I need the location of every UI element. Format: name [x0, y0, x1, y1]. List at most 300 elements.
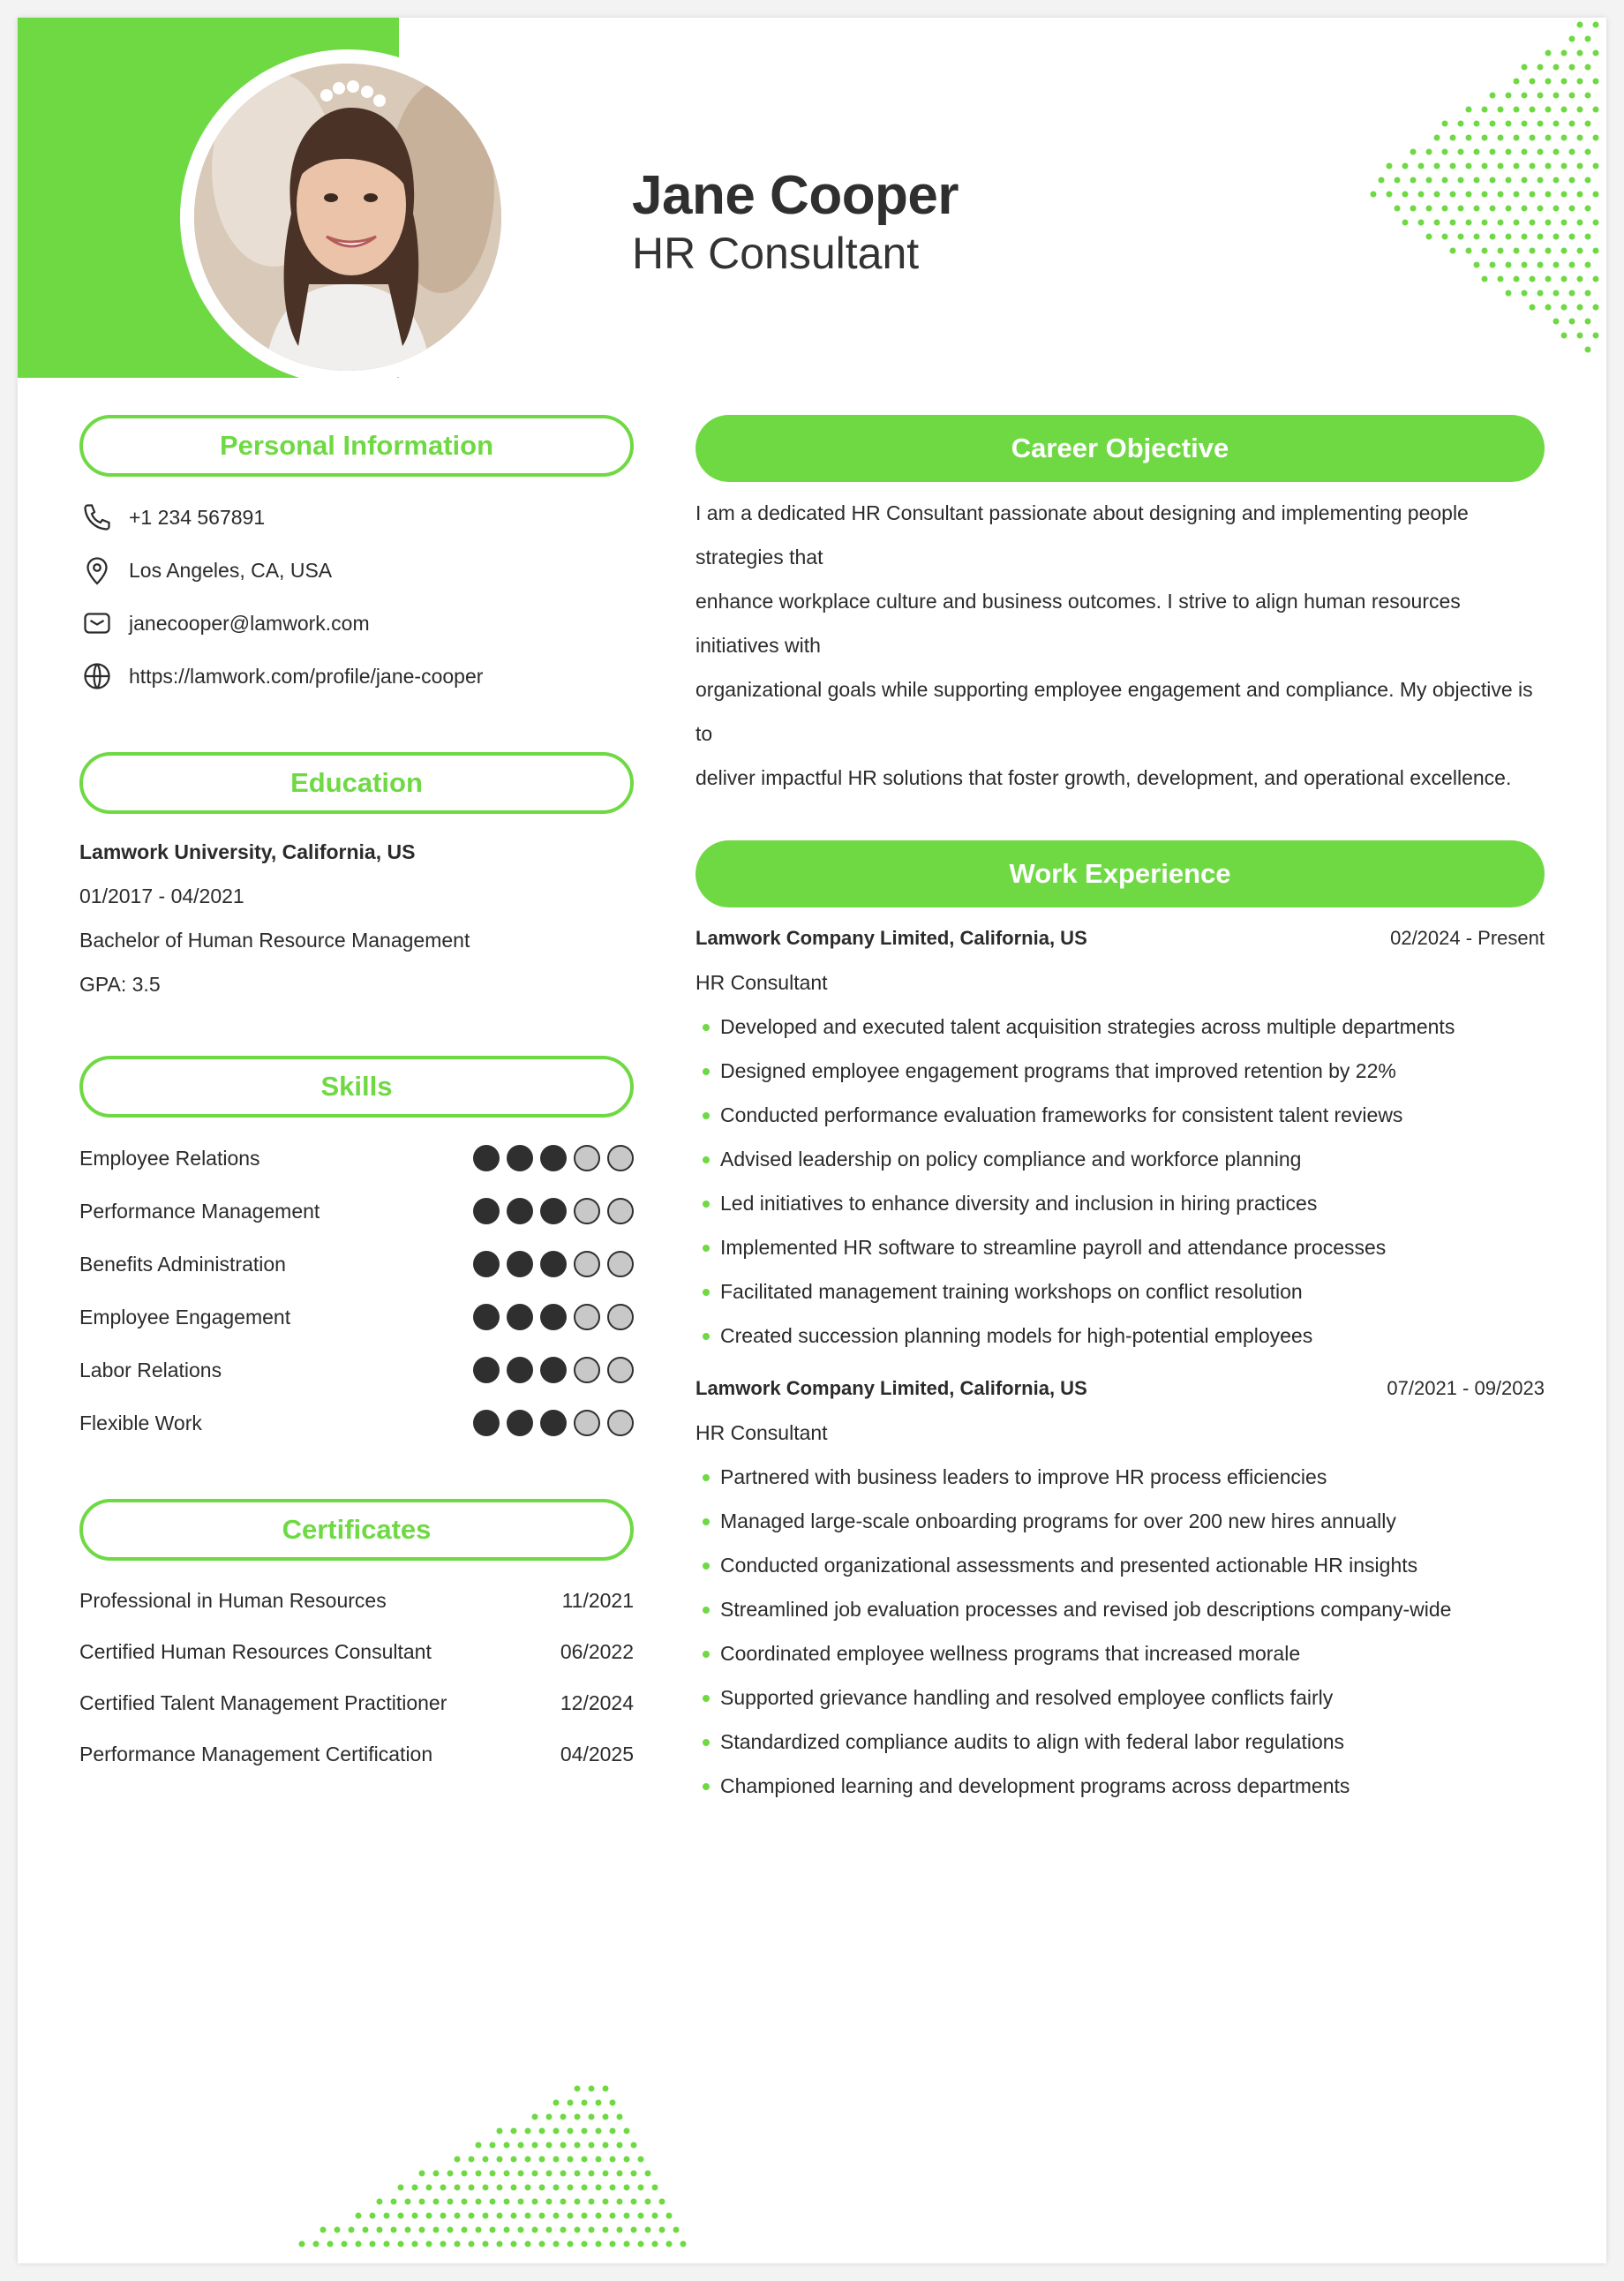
decor-dot: [342, 2241, 348, 2247]
decor-dot: [1577, 163, 1583, 169]
contact-email: [79, 597, 634, 650]
decor-dot: [398, 2241, 404, 2247]
decor-dot: [596, 2185, 602, 2191]
decor-dot: [384, 2213, 390, 2219]
decor-dot: [455, 2185, 461, 2191]
decor-dot: [1545, 192, 1552, 198]
job-header: [695, 916, 1545, 960]
skill-rating: [473, 1198, 634, 1224]
portrait-image: [194, 64, 501, 371]
certificate-name: Certified Talent Management Practitioner: [79, 1690, 447, 1714]
rating-dot-filled: [540, 1198, 567, 1224]
decor-dot: [469, 2185, 475, 2191]
decor-dot: [539, 2185, 545, 2191]
decor-dot: [1522, 262, 1528, 268]
decor-dot: [335, 2227, 341, 2233]
decor-dot: [624, 2185, 630, 2191]
decor-dot: [1545, 79, 1552, 85]
decor-dot: [1474, 121, 1480, 127]
decor-dot: [490, 2142, 496, 2149]
decor-dot: [1522, 234, 1528, 240]
job-role: HR Consultant: [695, 1421, 828, 1444]
decor-dot: [596, 2213, 602, 2219]
decor-dot: [1395, 206, 1401, 212]
job-bullet: Advised leadership on policy compliance and workforce planning: [695, 1137, 1545, 1181]
decor-dot: [560, 2227, 567, 2233]
decor-dot: [1569, 234, 1575, 240]
decor-dot: [1585, 319, 1591, 325]
decor-dot: [419, 2171, 425, 2177]
work-experience-list: [695, 916, 1545, 1808]
decor-dot: [666, 2241, 673, 2247]
rating-dot-empty: [607, 1198, 634, 1224]
decor-dot: [1514, 248, 1520, 254]
decor-dot: [398, 2213, 404, 2219]
decor-dot: [476, 2142, 482, 2149]
decor-dot: [1530, 107, 1536, 113]
decor-dot: [1530, 192, 1536, 198]
decor-dot: [1585, 121, 1591, 127]
decor-dot: [1569, 64, 1575, 71]
decor-dot: [1498, 135, 1504, 141]
decor-dot: [504, 2199, 510, 2205]
rating-dot-filled: [473, 1410, 500, 1436]
decor-dot: [476, 2199, 482, 2205]
decor-dot: [1561, 107, 1568, 113]
decor-dot: [525, 2185, 531, 2191]
decor-dot: [539, 2157, 545, 2163]
decor-dot: [1585, 262, 1591, 268]
decor-dot: [610, 2241, 616, 2247]
decor-dot: [1466, 107, 1472, 113]
location-text: Los Angeles, CA, USA: [129, 558, 333, 582]
decor-dot: [610, 2128, 616, 2134]
decor-dot: [356, 2241, 362, 2247]
rating-dot-filled: [540, 1357, 567, 1383]
decor-dot: [1482, 107, 1488, 113]
education-heading: Education: [79, 752, 634, 814]
decor-dots-bottom: [265, 2066, 724, 2263]
decor-dot: [603, 2086, 609, 2092]
decor-dot: [603, 2199, 609, 2205]
right-column: [695, 415, 1545, 1808]
job-bullet: Facilitated management training workshops on conflict resolution: [695, 1269, 1545, 1314]
job-bullet: Designed employee engagement programs that improved retention by 22%: [695, 1049, 1545, 1093]
decor-dot: [1410, 149, 1417, 155]
decor-dot: [1545, 276, 1552, 282]
skill-row: [79, 1344, 634, 1396]
contact-list: [79, 491, 634, 703]
decor-dot: [560, 2142, 567, 2149]
skill-name: Performance Management: [79, 1199, 320, 1223]
decor-dot: [553, 2185, 560, 2191]
decor-dot: [1442, 234, 1448, 240]
decor-dot: [1569, 290, 1575, 297]
job-bullet: Coordinated employee wellness programs that increased morale: [695, 1631, 1545, 1675]
decor-dot: [356, 2213, 362, 2219]
decor-dot: [645, 2171, 651, 2177]
decor-dot: [1538, 234, 1544, 240]
decor-dot: [560, 2199, 567, 2205]
decor-dot: [1474, 177, 1480, 184]
rating-dot-filled: [507, 1198, 533, 1224]
decor-dot: [440, 2185, 447, 2191]
rating-dot-filled: [507, 1410, 533, 1436]
decor-dot: [518, 2142, 524, 2149]
decor-dot: [1577, 22, 1583, 28]
decor-dot: [1522, 121, 1528, 127]
decor-dot: [1577, 220, 1583, 226]
decor-dot: [1387, 163, 1393, 169]
decor-dot: [1577, 135, 1583, 141]
decor-dot: [497, 2128, 503, 2134]
decor-dot: [603, 2142, 609, 2149]
decor-dot: [1442, 149, 1448, 155]
decor-dot: [659, 2199, 665, 2205]
decor-dot: [433, 2171, 440, 2177]
certificate-name: Certified Human Resources Consultant: [79, 1639, 432, 1663]
decor-dot: [1593, 79, 1599, 85]
decor-dot: [546, 2227, 553, 2233]
decor-dot: [1466, 192, 1472, 198]
education-degree: Bachelor of Human Resource Management: [79, 929, 470, 952]
decor-dot: [568, 2157, 574, 2163]
decor-dot: [1569, 36, 1575, 42]
decor-dot: [440, 2241, 447, 2247]
job-dates: 02/2024 - Present: [1390, 927, 1545, 949]
decor-dot: [518, 2227, 524, 2233]
decor-dot: [1522, 206, 1528, 212]
decor-dot: [1545, 220, 1552, 226]
rating-dot-empty: [574, 1251, 600, 1277]
decor-dot: [589, 2086, 595, 2092]
decor-dot: [1418, 220, 1425, 226]
decor-dot: [532, 2171, 538, 2177]
globe-icon: [79, 659, 115, 694]
decor-dot: [1490, 93, 1496, 99]
decor-dot: [1506, 93, 1512, 99]
skill-row: [79, 1185, 634, 1238]
decor-dot: [419, 2199, 425, 2205]
decor-dot: [1569, 121, 1575, 127]
decor-dot: [532, 2142, 538, 2149]
decor-dot: [1530, 220, 1536, 226]
decor-dot: [1561, 305, 1568, 311]
decor-dot: [426, 2241, 432, 2247]
decor-dot: [1514, 276, 1520, 282]
decor-dot: [327, 2241, 334, 2247]
decor-dot: [553, 2213, 560, 2219]
decor-dot: [617, 2227, 623, 2233]
decor-dot: [1553, 177, 1560, 184]
candidate-title: HR Consultant: [632, 229, 920, 279]
rating-dot-empty: [574, 1304, 600, 1330]
decor-dot: [553, 2128, 560, 2134]
decor-dot: [1561, 163, 1568, 169]
decor-dot: [624, 2241, 630, 2247]
decor-dot: [1561, 333, 1568, 339]
phone-text[interactable]: +1 234 567891: [129, 505, 266, 529]
decor-dot: [1450, 192, 1456, 198]
objective-line: enhance workplace culture and business outcomes. I strive to align human resources initiatives with: [695, 590, 1461, 657]
decor-dot: [1569, 93, 1575, 99]
decor-dot: [546, 2114, 553, 2120]
decor-dot: [1482, 163, 1488, 169]
decor-dot: [1561, 79, 1568, 85]
decor-dot: [610, 2213, 616, 2219]
decor-dot: [377, 2199, 383, 2205]
decor-dot: [391, 2227, 397, 2233]
decor-dot: [596, 2241, 602, 2247]
decor-dot: [1538, 149, 1544, 155]
avatar: [194, 64, 501, 371]
decor-dot: [405, 2199, 411, 2205]
skill-rating: [473, 1304, 634, 1330]
decor-dot: [553, 2241, 560, 2247]
decor-dot: [575, 2114, 581, 2120]
decor-dot: [1450, 220, 1456, 226]
certificate-date: 11/2021: [561, 1588, 634, 1612]
decor-dot: [1553, 206, 1560, 212]
skill-row: [79, 1396, 634, 1449]
rating-dot-filled: [540, 1145, 567, 1171]
decor-dot: [1418, 163, 1425, 169]
decor-dot: [1530, 79, 1536, 85]
decor-dot: [539, 2241, 545, 2247]
decor-dot: [1593, 50, 1599, 56]
decor-dot: [568, 2185, 574, 2191]
decor-dot: [1545, 305, 1552, 311]
email-icon: [79, 606, 115, 641]
decor-dot: [631, 2171, 637, 2177]
decor-dot: [419, 2227, 425, 2233]
skills-list: [79, 1132, 634, 1449]
decor-dot: [1538, 64, 1544, 71]
decor-dot: [469, 2241, 475, 2247]
decor-dot: [624, 2157, 630, 2163]
decor-dot: [673, 2227, 680, 2233]
job-bullet: Managed large-scale onboarding programs for over 200 new hires annually: [695, 1499, 1545, 1543]
decor-dot: [1593, 163, 1599, 169]
decor-dot: [1585, 206, 1591, 212]
decor-dot: [525, 2157, 531, 2163]
decor-dot: [1561, 220, 1568, 226]
decor-dot: [490, 2199, 496, 2205]
rating-dot-filled: [473, 1304, 500, 1330]
decor-dot: [1450, 135, 1456, 141]
decor-dot: [1538, 93, 1544, 99]
decor-dot: [589, 2142, 595, 2149]
decor-dot: [539, 2213, 545, 2219]
decor-dot: [1545, 135, 1552, 141]
decor-dot: [1490, 121, 1496, 127]
left-column: [79, 415, 634, 1780]
job-bullet: Streamlined job evaluation processes and revised job descriptions company-wide: [695, 1587, 1545, 1631]
decor-dot: [1538, 177, 1544, 184]
rating-dot-empty: [574, 1357, 600, 1383]
decor-dot: [638, 2185, 644, 2191]
skill-name: Benefits Administration: [79, 1252, 286, 1276]
rating-dot-empty: [607, 1251, 634, 1277]
decor-dot: [313, 2241, 320, 2247]
website-link[interactable]: https://lamwork.com/profile/jane-cooper: [129, 664, 484, 688]
decor-dot: [1506, 234, 1512, 240]
decor-dot: [575, 2227, 581, 2233]
decor-dot: [546, 2171, 553, 2177]
education-gpa: GPA: 3.5: [79, 973, 161, 996]
decor-dot: [525, 2213, 531, 2219]
personal-info-heading: Personal Information: [79, 415, 634, 477]
decor-dot: [462, 2171, 468, 2177]
decor-dot: [1434, 135, 1440, 141]
decor-dot: [1490, 177, 1496, 184]
decor-dot: [1577, 192, 1583, 198]
decor-dot: [1585, 64, 1591, 71]
decor-dot: [1466, 135, 1472, 141]
decor-dot: [1498, 248, 1504, 254]
decor-dot: [645, 2227, 651, 2233]
decor-dot: [447, 2199, 454, 2205]
decor-dot: [1474, 206, 1480, 212]
decor-dot: [1553, 262, 1560, 268]
decor-dot: [589, 2227, 595, 2233]
certificate-date: 04/2025: [560, 1742, 634, 1765]
decor-dot: [1387, 192, 1393, 198]
decor-dot: [349, 2227, 355, 2233]
decor-dot: [1585, 234, 1591, 240]
education-entry: [79, 830, 634, 1006]
job-entry: [695, 916, 1545, 1358]
decor-dot: [638, 2241, 644, 2247]
decor-dot: [1442, 177, 1448, 184]
decor-dot: [1402, 192, 1409, 198]
rating-dot-filled: [473, 1145, 500, 1171]
decor-dot: [638, 2213, 644, 2219]
decor-dot: [483, 2157, 489, 2163]
decor-dot: [462, 2227, 468, 2233]
decor-dot: [575, 2086, 581, 2092]
certificate-row: [79, 1677, 634, 1728]
decor-dot: [1498, 107, 1504, 113]
education-dates: 01/2017 - 04/2021: [79, 885, 244, 907]
decor-dot: [1569, 262, 1575, 268]
decor-dot: [462, 2199, 468, 2205]
job-bullet: Implemented HR software to streamline payroll and attendance processes: [695, 1225, 1545, 1269]
decor-dot: [1410, 206, 1417, 212]
decor-dot: [631, 2199, 637, 2205]
decor-dot: [476, 2171, 482, 2177]
skill-row: [79, 1132, 634, 1185]
decor-dot: [1426, 177, 1432, 184]
decor-dot: [1553, 93, 1560, 99]
decor-dot: [1530, 305, 1536, 311]
decor-dot: [610, 2157, 616, 2163]
skill-row: [79, 1238, 634, 1291]
certificate-row: [79, 1728, 634, 1780]
skill-rating: [473, 1251, 634, 1277]
certificates-heading: Certificates: [79, 1499, 634, 1561]
decor-dot: [575, 2199, 581, 2205]
education-school: Lamwork University, California, US: [79, 840, 416, 863]
decor-dot: [1426, 149, 1432, 155]
decor-dot: [433, 2227, 440, 2233]
decor-dot: [1553, 149, 1560, 155]
decor-dot: [1458, 177, 1464, 184]
decor-dot: [589, 2199, 595, 2205]
decor-dot: [652, 2185, 658, 2191]
decor-dot: [1561, 192, 1568, 198]
decor-dot: [1514, 163, 1520, 169]
decor-dot: [1466, 163, 1472, 169]
contact-phone: [79, 491, 634, 544]
certificate-row: [79, 1575, 634, 1626]
certificate-row: [79, 1626, 634, 1677]
rating-dot-empty: [607, 1304, 634, 1330]
decor-dot: [1442, 121, 1448, 127]
decor-dot: [518, 2171, 524, 2177]
skill-rating: [473, 1410, 634, 1436]
decor-dot: [511, 2157, 517, 2163]
rating-dot-filled: [507, 1357, 533, 1383]
decor-dot: [1490, 206, 1496, 212]
decor-dot: [511, 2185, 517, 2191]
decor-dot: [1585, 93, 1591, 99]
decor-dot: [1506, 262, 1512, 268]
decor-dot: [504, 2227, 510, 2233]
rating-dot-filled: [507, 1304, 533, 1330]
skill-row: [79, 1291, 634, 1344]
decor-dot: [1522, 290, 1528, 297]
decor-dot: [582, 2157, 588, 2163]
decor-dot: [582, 2128, 588, 2134]
decor-dot: [1538, 290, 1544, 297]
decor-dot: [1498, 276, 1504, 282]
phone-icon: [79, 500, 115, 535]
decor-dot: [582, 2185, 588, 2191]
decor-dot: [518, 2199, 524, 2205]
decor-dot: [610, 2185, 616, 2191]
decor-dot: [666, 2213, 673, 2219]
decor-dot: [363, 2227, 369, 2233]
decor-dot: [659, 2227, 665, 2233]
decor-dot: [320, 2227, 327, 2233]
decor-dot: [483, 2213, 489, 2219]
decor-dot: [1498, 220, 1504, 226]
job-company: Lamwork Company Limited, California, US: [695, 927, 1087, 949]
decor-dot: [525, 2128, 531, 2134]
decor-dot: [412, 2185, 418, 2191]
rating-dot-filled: [540, 1251, 567, 1277]
decor-dot: [1498, 192, 1504, 198]
decor-dot: [391, 2199, 397, 2205]
skill-rating: [473, 1145, 634, 1171]
decor-dot: [1593, 305, 1599, 311]
decor-dot: [1434, 220, 1440, 226]
decor-dot: [1553, 234, 1560, 240]
email-text[interactable]: janecooper@lamwork.com: [129, 611, 370, 635]
decor-dot: [617, 2199, 623, 2205]
skills-heading: Skills: [79, 1056, 634, 1118]
decor-dot: [539, 2128, 545, 2134]
contact-website: [79, 650, 634, 703]
job-bullet: Supported grievance handling and resolved employee conflicts fairly: [695, 1675, 1545, 1720]
decor-dot: [1553, 319, 1560, 325]
decor-dot: [1426, 234, 1432, 240]
decor-dot: [1553, 64, 1560, 71]
location-icon: [79, 553, 115, 588]
decor-dot: [1585, 347, 1591, 353]
rating-dot-empty: [607, 1410, 634, 1436]
